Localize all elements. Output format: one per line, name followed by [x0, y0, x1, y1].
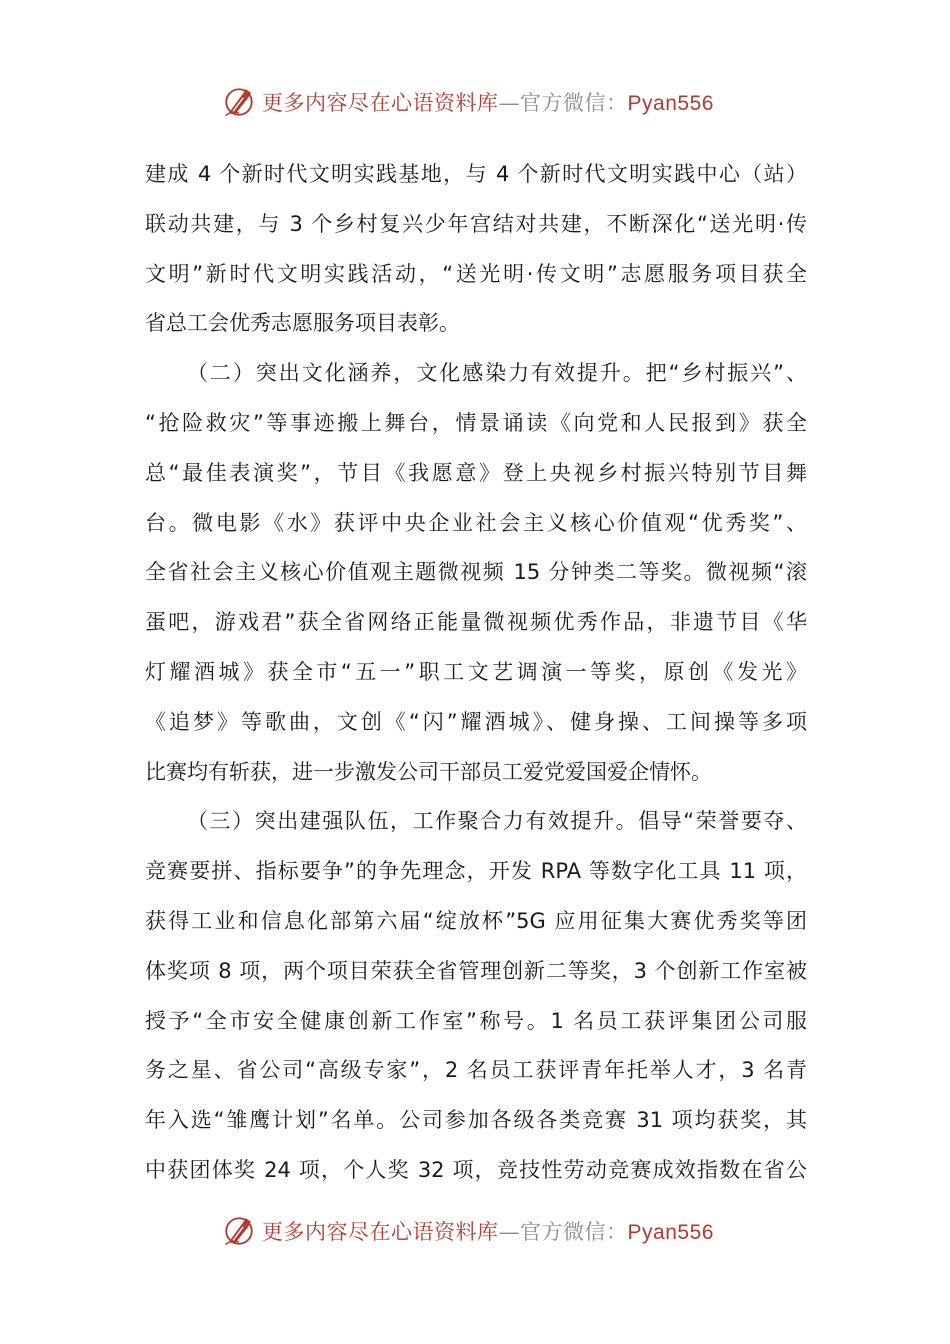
footer-main-text: 更多内容尽在心语资料库 — [262, 1220, 499, 1244]
text-line: 联动共建，与 3 个乡村复兴少年宫结对共建，不断深化“送光明·传 — [145, 211, 807, 236]
text-line: 比赛均有斩获，进一步激发公司干部员工爱党爱国爱企情怀。 — [145, 759, 712, 784]
header-text — [262, 87, 714, 117]
footer-sub-text: 官方微信： — [520, 1220, 628, 1244]
text-line: 体奖项 8 项，两个项目荣获全省管理创新二等奖，3 个创新工作室被 — [145, 958, 807, 983]
paragraph-heading-line: （二）突出文化涵养，文化感染力有效提升。把“乡村振兴”、 — [187, 361, 807, 386]
pen-nib-circle-icon — [222, 85, 256, 119]
text-line: 灯耀酒城》获全市“五一”职工文艺调演一等奖，原创《发光》 — [145, 659, 807, 684]
header-banner — [0, 82, 950, 122]
text-line: 蛋吧，游戏君”获全省网络正能量微视频优秀作品，非遗节目《华 — [145, 610, 807, 635]
text-line: 总“最佳表演奖”，节目《我愿意》登上央视乡村振兴特别节目舞 — [145, 460, 807, 485]
paragraph-heading-line: （三）突出建强队伍，工作聚合力有效提升。倡导“荣誉要夺、 — [187, 809, 807, 834]
document-body — [145, 150, 807, 1196]
pen-nib-circle-icon — [222, 1214, 256, 1248]
header-main-text: 更多内容尽在心语资料库 — [262, 91, 499, 115]
header-sub-text: 官方微信： — [520, 91, 628, 115]
header-separator: — — [498, 91, 521, 115]
text-line: 竞赛要拼、指标要争”的争先理念，开发 RPA 等数字化工具 11 项， — [145, 859, 807, 884]
text-line: 台。微电影《水》获评中央企业社会主义核心价值观“优秀奖”、 — [145, 510, 807, 535]
text-line: 获得工业和信息化部第六届“绽放杯”5G 应用征集大赛优秀奖等团 — [145, 908, 807, 933]
text-line: 文明”新时代文明实践活动，“送光明·传文明”志愿服务项目获全 — [145, 261, 807, 286]
footer-text — [262, 1216, 714, 1246]
text-line: 务之星、省公司“高级专家”，2 名员工获评青年托举人才，3 名青 — [145, 1058, 807, 1083]
footer-separator: — — [498, 1220, 521, 1244]
text-line: 省总工会优秀志愿服务项目表彰。 — [145, 311, 460, 336]
text-line: 中获团体奖 24 项，个人奖 32 项，竞技性劳动竞赛成效指数在省公 — [145, 1157, 807, 1182]
text-line: 建成 4 个新时代文明实践基地，与 4 个新时代文明实践中心（站） — [145, 162, 807, 186]
text-line: “抢险救灾”等事迹搬上舞台，情景诵读《向党和人民报到》获全 — [145, 410, 807, 435]
text-line: 《追梦》等歌曲，文创《“闪”耀酒城》、健身操、工间操等多项 — [145, 709, 807, 734]
text-line: 授予“全市安全健康创新工作室”称号。1 名员工获评集团公司服 — [145, 1008, 807, 1033]
text-line: 年入选“雏鹰计划”名单。公司参加各级各类竞赛 31 项均获奖，其 — [145, 1108, 807, 1133]
footer-banner — [0, 1211, 950, 1251]
footer-wechat-id: Pyan556 — [627, 1221, 714, 1244]
text-line: 全省社会主义核心价值观主题微视频 15 分钟类二等奖。微视频“滚 — [145, 560, 807, 585]
header-wechat-id: Pyan556 — [627, 92, 714, 115]
